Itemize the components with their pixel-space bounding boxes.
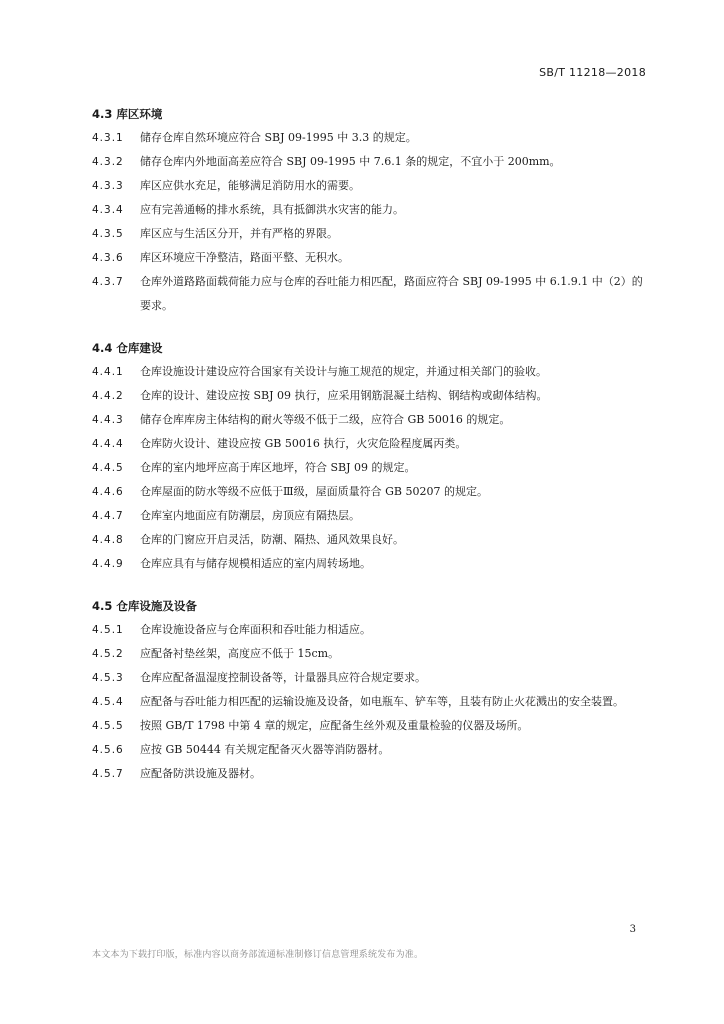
document-body — [92, 102, 652, 804]
clause-text: 应配备衬垫丝架，高度应不低于 15cm。 — [140, 647, 340, 660]
clause-number: 4.3.5 — [92, 228, 124, 240]
clause-number: 4.3.6 — [92, 252, 124, 264]
clause-4-5-1 — [92, 618, 652, 642]
clause-text: 库区应与生活区分开，并有严格的界限。 — [140, 227, 338, 240]
clause-text: 仓库设施设备应与仓库面积和吞吐能力相适应。 — [140, 623, 371, 636]
clause-4-5-2 — [92, 642, 652, 666]
clause-number: 4.5.7 — [92, 768, 124, 780]
clause-text: 储存仓库库房主体结构的耐火等级不低于二级，应符合 GB 50016 的规定。 — [140, 413, 511, 426]
clause-text: 仓库室内地面应有防潮层，房顶应有隔热层。 — [140, 509, 360, 522]
clause-text: 仓库防火设计、建设应按 GB 50016 执行，火灾危险程度属丙类。 — [140, 437, 467, 450]
clause-4-4-3 — [92, 408, 652, 432]
clause-4-4-5 — [92, 456, 652, 480]
clause-number: 4.3.7 — [92, 276, 124, 288]
clause-4-3-1 — [92, 126, 652, 150]
clause-4-3-7 — [92, 270, 652, 318]
clause-4-3-4 — [92, 198, 652, 222]
clause-number: 4.5.1 — [92, 624, 124, 636]
clause-number: 4.5.6 — [92, 744, 124, 756]
clause-number: 4.3.3 — [92, 180, 124, 192]
clause-text: 仓库外道路路面载荷能力应与仓库的吞吐能力相匹配，路面应符合 SBJ 09-1995 中 6.1.9.1 中（2）的要求。 — [140, 275, 643, 312]
clause-text: 仓库的设计、建设应按 SBJ 09 执行，应采用钢筋混凝土结构、钢结构或砌体结构。 — [140, 389, 548, 402]
clause-text: 库区环境应干净整洁，路面平整、无积水。 — [140, 251, 349, 264]
clause-number: 4.5.2 — [92, 648, 124, 660]
clause-4-5-7 — [92, 762, 652, 786]
clause-text: 仓库应配备温湿度控制设备等，计量器具应符合规定要求。 — [140, 671, 426, 684]
clause-4-5-5 — [92, 714, 652, 738]
clause-text: 仓库的门窗应开启灵活，防潮、隔热、通风效果良好。 — [140, 533, 404, 546]
clause-4-4-6 — [92, 480, 652, 504]
clause-4-4-9 — [92, 552, 652, 576]
clause-number: 4.5.5 — [92, 720, 124, 732]
clause-number: 4.5.4 — [92, 696, 124, 708]
clause-number: 4.4.4 — [92, 438, 124, 450]
clause-number: 4.4.6 — [92, 486, 124, 498]
clause-4-4-7 — [92, 504, 652, 528]
clause-number: 4.5.3 — [92, 672, 124, 684]
footer-note: 本文本为下载打印版，标准内容以商务部流通标准制修订信息管理系统发布为准。 — [92, 950, 424, 960]
clause-text: 应按 GB 50444 有关规定配备灭火器等消防器材。 — [140, 743, 390, 756]
clause-number: 4.4.7 — [92, 510, 124, 522]
clause-text: 仓库应具有与储存规模相适应的室内周转场地。 — [140, 557, 371, 570]
clause-4-3-3 — [92, 174, 652, 198]
clause-4-3-2 — [92, 150, 652, 174]
section-title: 4.4 仓库建设 — [92, 341, 163, 355]
clause-4-5-3 — [92, 666, 652, 690]
clause-4-3-6 — [92, 246, 652, 270]
clause-4-4-2 — [92, 384, 652, 408]
clause-text: 仓库的室内地坪应高于库区地坪，符合 SBJ 09 的规定。 — [140, 461, 416, 474]
section-title: 4.3 库区环境 — [92, 107, 163, 121]
clause-number: 4.3.2 — [92, 156, 124, 168]
clause-text: 储存仓库自然环境应符合 SBJ 09-1995 中 3.3 的规定。 — [140, 131, 417, 144]
clause-text: 应配备与吞吐能力相匹配的运输设施及设备，如电瓶车、铲车等，且装有防止火花溅出的安全装置。 — [140, 695, 624, 708]
clause-text: 按照 GB/T 1798 中第 4 章的规定，应配备生丝外观及重量检验的仪器及场所。 — [140, 719, 529, 732]
clause-number: 4.4.2 — [92, 390, 124, 402]
clause-4-4-4 — [92, 432, 652, 456]
clause-number: 4.4.8 — [92, 534, 124, 546]
clause-text: 库区应供水充足，能够满足消防用水的需要。 — [140, 179, 360, 192]
clause-number: 4.4.9 — [92, 558, 124, 570]
clause-text: 储存仓库内外地面高差应符合 SBJ 09-1995 中 7.6.1 条的规定，不宜小于 200mm。 — [140, 155, 561, 168]
clause-4-4-1 — [92, 360, 652, 384]
clause-4-4-8 — [92, 528, 652, 552]
clause-4-3-5 — [92, 222, 652, 246]
section-title: 4.5 仓库设施及设备 — [92, 599, 197, 613]
section-4-4 — [92, 336, 652, 576]
clause-text: 仓库设施设计建设应符合国家有关设计与施工规范的规定，并通过相关部门的验收。 — [140, 365, 547, 378]
clause-number: 4.4.5 — [92, 462, 124, 474]
document-code: SB/T 11218—2018 — [539, 66, 646, 79]
clause-text: 仓库屋面的防水等级不应低于Ⅲ级，屋面质量符合 GB 50207 的规定。 — [140, 485, 488, 498]
clause-4-5-4 — [92, 690, 652, 714]
clause-number: 4.3.4 — [92, 204, 124, 216]
clause-text: 应配备防洪设施及器材。 — [140, 767, 261, 780]
clause-number: 4.4.3 — [92, 414, 124, 426]
page-number: 3 — [629, 924, 636, 935]
section-4-3 — [92, 102, 652, 318]
clause-number: 4.4.1 — [92, 366, 124, 378]
clause-number: 4.3.1 — [92, 132, 124, 144]
clause-4-5-6 — [92, 738, 652, 762]
clause-text: 应有完善通畅的排水系统，具有抵御洪水灾害的能力。 — [140, 203, 404, 216]
section-4-5 — [92, 594, 652, 786]
